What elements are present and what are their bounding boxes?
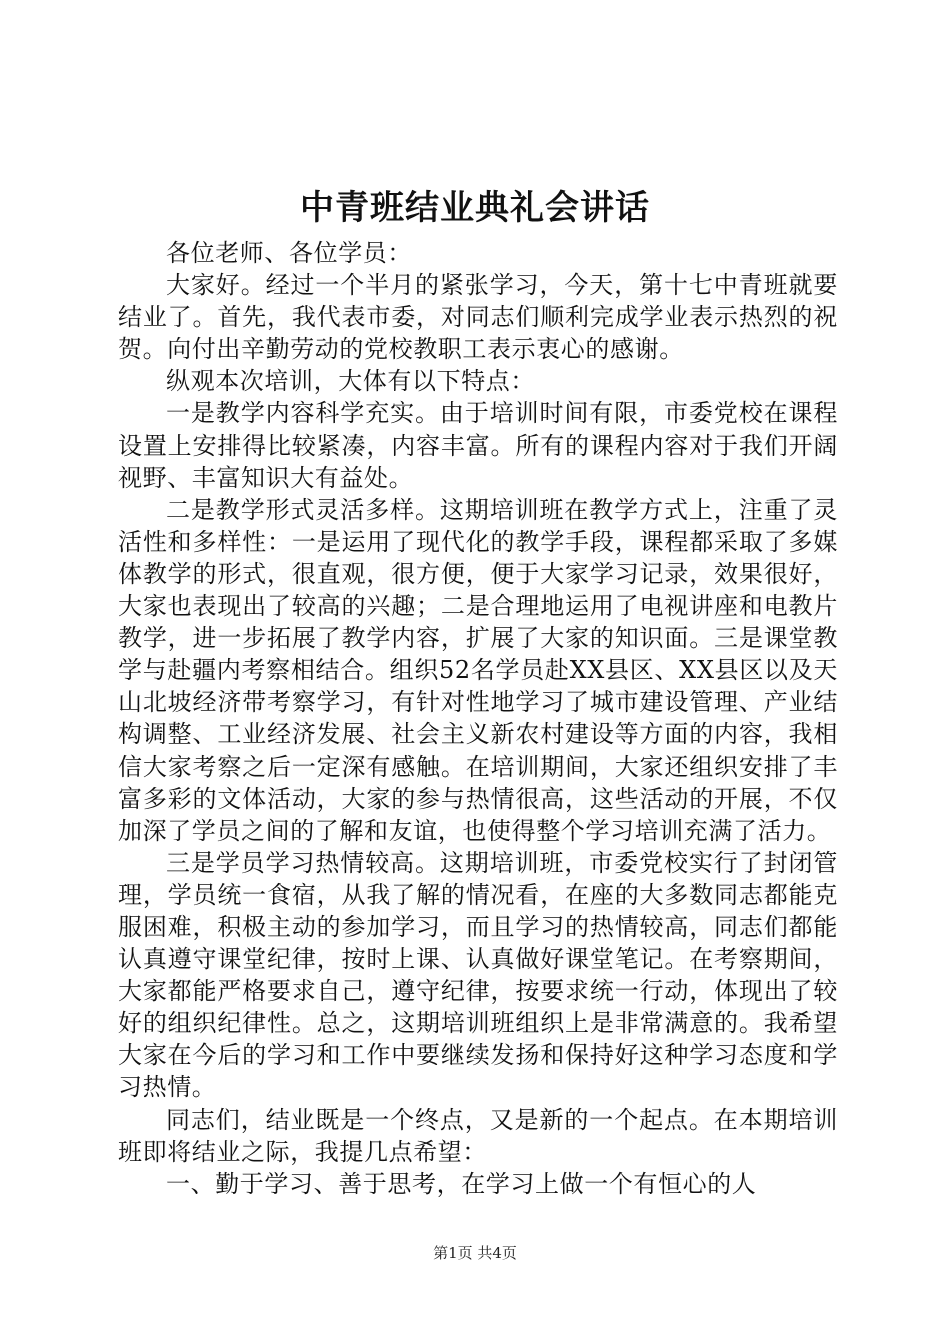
paragraph-salutation: 各位老师、各位学员： (166, 239, 412, 267)
paragraph-hope-one: 一、勤于学习、善于思考，在学习上做一个有恒心的人 (166, 1169, 757, 1198)
document-title: 中青班结业典礼会讲话 (300, 188, 650, 228)
paragraph-point-three: 三是学员学习热情较高。这期培训班，市委党校实行了封闭管理，学员统一食宿，从我了解的情况看，在座的大多数同志都能克服困难，积极主动的参加学习，而且学习的热情较高，同志们都能认真遵守课堂纪律，按时上课、认真做好课堂笔记。在考察期间，大家都能严格要求自己，遵守纪律，按要求统一行动，体现出了较好的组织纪律性。总之，这期培训班组织上是非常满意的。我希望大家在今后的学习和工作中要继续发扬和保持好这种学习态度和学习热情。 (118, 848, 838, 1102)
paragraph-greeting: 大家好。经过一个半月的紧张学习，今天，第十七中青班就要结业了。首先，我代表市委，对同志们顺利完成学业表示热烈的祝贺。向付出辛勤劳动的党校教职工表示衷心的感谢。 (118, 271, 838, 364)
paragraph-point-one: 一是教学内容科学充实。由于培训时间有限，市委党校在课程设置上安排得比较紧凑，内容丰富。所有的课程内容对于我们开阔视野、丰富知识大有益处。 (118, 399, 838, 492)
page-footer: 第1页 共4页 (433, 1244, 517, 1262)
paragraph-hopes-intro: 同志们，结业既是一个终点，又是新的一个起点。在本期培训班即将结业之际，我提几点希望： (118, 1105, 838, 1166)
document-body (118, 237, 838, 1200)
paragraph-point-two: 二是教学形式灵活多样。这期培训班在教学方式上，注重了灵活性和多样性：一是运用了现代化的教学手段，课程都采取了多媒体教学的形式，很直观，很方便，便于大家学习记录，效果很好，大家也表现出了较高的兴趣；二是合理地运用了电视讲座和电教片教学，进一步拓展了教学内容，扩展了大家的知识面。三是课堂教学与赴疆内考察相结合。组织52名学员赴XX县区、XX县区以及天山北坡经济带考察学习，有针对性地学习了城市建设管理、产业结构调整、工业经济发展、社会主义新农村建设等方面的内容，我相信大家考察之后一定深有感触。在培训期间，大家还组织安排了丰富多彩的文体活动，大家的参与热情很高，这些活动的开展，不仅加深了学员之间的了解和友谊，也使得整个学习培训充满了活力。 (118, 495, 838, 845)
paragraph-overview: 纵观本次培训，大体有以下特点： (166, 367, 535, 396)
